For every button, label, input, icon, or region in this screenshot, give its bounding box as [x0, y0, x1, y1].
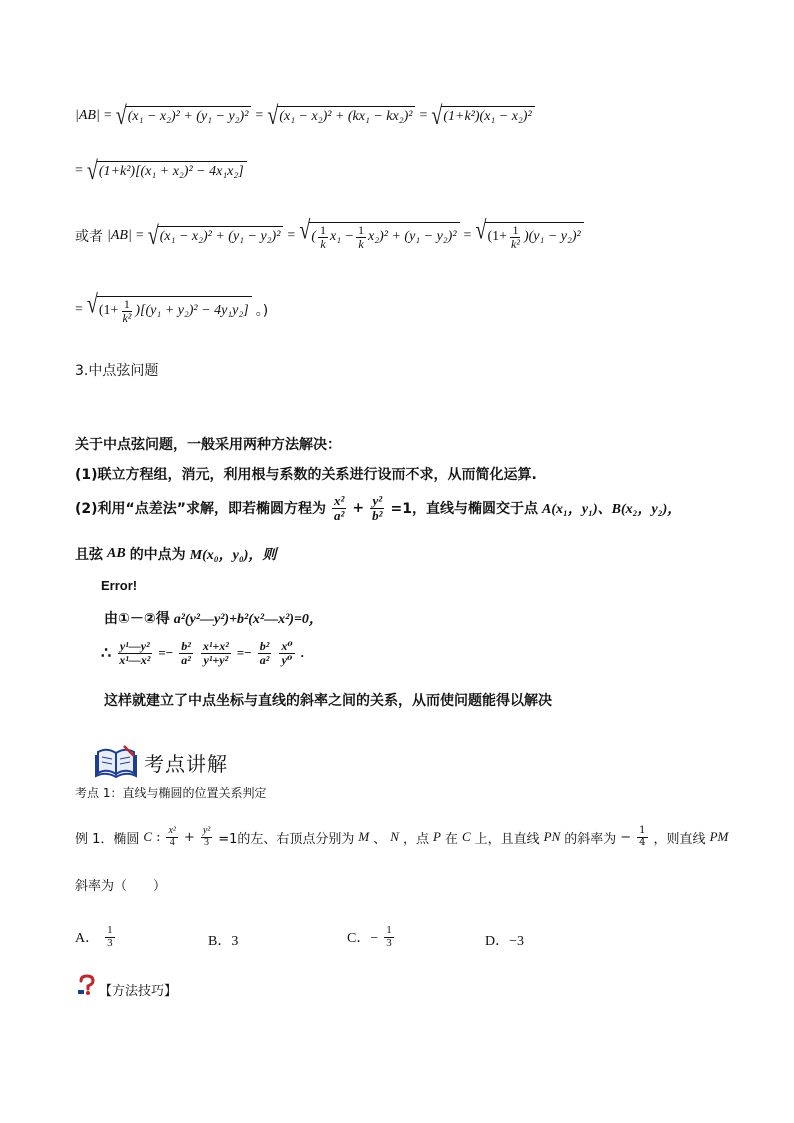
- equation-ab-length-x: [75, 101, 535, 131]
- frac-den: 3: [107, 936, 113, 949]
- prefix-or: 或者: [75, 229, 103, 246]
- frac-1-4: [637, 826, 647, 848]
- term: (1+: [487, 229, 507, 245]
- frac-y2-b2: [370, 494, 384, 522]
- frac-num: x¹+x²: [202, 639, 229, 653]
- subtract-step: [104, 608, 323, 628]
- midpoint-intro: 关于中点弦问题，一般采用两种方法解决：: [75, 437, 341, 453]
- section-3-title: 3.中点弦问题: [75, 363, 159, 379]
- text: ，则直线: [653, 831, 706, 847]
- frac-den: k²: [122, 310, 132, 325]
- frac: [279, 640, 294, 666]
- frac-den: a²: [333, 507, 345, 523]
- method-2-cont: [75, 544, 276, 564]
- frac-num: 1: [319, 223, 326, 237]
- term: )[(y₁ + y₂)² − 4y₁y₂]: [135, 303, 249, 319]
- frac-x2-4: [166, 826, 177, 848]
- text: 例 1．椭圆: [75, 831, 140, 847]
- text: 的中点为: [129, 547, 186, 563]
- conclusion: 这样就建立了中点坐标与直线的斜率之间的关系，从而使问题能得以解决: [104, 693, 552, 709]
- frac: [105, 925, 115, 949]
- midpoint-m: M(x₀，y₀)，则: [189, 548, 277, 563]
- frac-den: k: [358, 236, 364, 251]
- equation-ab-length-y: [75, 216, 584, 251]
- abs-ab: |AB|: [75, 108, 100, 123]
- frac-den: y¹+y²: [203, 652, 229, 667]
- colon: :: [156, 829, 161, 845]
- option-label: A．: [75, 931, 100, 947]
- frac-den: k²: [511, 236, 520, 251]
- frac-den: 4: [639, 836, 646, 848]
- sqrt-body: (1+k²)[(x₁ + x₂)² − 4x₁x₂]: [97, 161, 247, 181]
- frac-num: y²: [372, 493, 383, 508]
- option-d[interactable]: D．−3: [485, 934, 525, 949]
- sqrt-term: √ (1+k²)(x₁ − x₂)²: [431, 106, 534, 126]
- plus: +: [352, 500, 365, 517]
- book-icon: [94, 742, 140, 778]
- section-heading: 考点讲解: [144, 752, 228, 776]
- frac: [201, 640, 231, 666]
- frac-num: x⁰: [281, 639, 293, 653]
- frac-den: 3: [386, 936, 392, 949]
- frac-x2-a2: [332, 494, 346, 522]
- frac-num: y¹—y²: [119, 639, 150, 653]
- frac: [117, 640, 152, 666]
- term: x₂)² + (y₁ − y₂)²: [368, 229, 457, 245]
- text: 上，且直线: [474, 831, 540, 847]
- expression: a²(y²—y²)+b²(x²—x²)=0，: [173, 612, 323, 627]
- minus: −: [620, 829, 632, 845]
- term: )(y₁ − y₂)²: [523, 229, 581, 245]
- example-1-line2: 斜率为（ ）: [75, 879, 167, 894]
- frac-num: 1: [123, 297, 130, 311]
- equals: =: [255, 108, 264, 123]
- sqrt-body: (x₁ − x₂)² + (y₁ − y₂)²: [126, 106, 252, 126]
- frac-num: x²: [333, 493, 345, 508]
- equals: =: [419, 108, 428, 123]
- frac: [179, 640, 193, 666]
- equals: =: [287, 228, 296, 244]
- var: C: [461, 829, 471, 844]
- text: 由①－②得: [104, 611, 170, 627]
- equals: =: [103, 108, 112, 123]
- sqrt-term: √ (1+k²)[(x₁ + x₂)² − 4x₁x₂]: [87, 161, 247, 181]
- var: PN: [543, 829, 561, 844]
- method-tips: 【方法技巧】: [99, 984, 178, 999]
- frac-num: 1: [107, 924, 113, 936]
- example-1: [75, 826, 728, 848]
- frac-den: a²: [181, 652, 191, 667]
- text: =1，直线与椭圆交于点: [390, 501, 538, 518]
- frac-den: 4: [169, 836, 175, 848]
- term: x₁ −: [329, 229, 355, 245]
- frac-den: b²: [372, 507, 383, 523]
- option-label: C．−: [347, 931, 379, 947]
- text: 在: [444, 831, 458, 847]
- frac-den: a²: [259, 652, 270, 667]
- equals-minus: =−: [158, 645, 174, 661]
- sqrt-term: √ (1+ $\frac{1}{\text{k²}}$ )[(y₁ + y₂)² − 4y₁y₂]: [87, 296, 252, 324]
- text: 的斜率为: [564, 831, 617, 847]
- text: 且弦: [75, 547, 103, 563]
- var: PM: [709, 829, 729, 844]
- sqrt-body: ( $\frac{1}{k}$ x₁ − $\frac{1}{k}$ x₂)² + (y₁ − y₂)²: [309, 222, 459, 250]
- frac-num: 1: [639, 825, 646, 836]
- frac: [384, 925, 394, 949]
- plus: +: [183, 829, 195, 845]
- therefore-symbol: ∴: [101, 645, 112, 663]
- sqrt-body: (1+k²)(x₁ − x₂)²: [441, 106, 534, 126]
- frac-den: k: [320, 236, 326, 251]
- equals: =: [75, 302, 83, 318]
- period: .: [300, 645, 304, 661]
- frac-den: x¹—x²: [119, 652, 151, 667]
- equals-minus: =−: [236, 645, 252, 661]
- frac-num: y²: [202, 825, 211, 836]
- sqrt-term: √ (x₁ − x₂)² + (y₁ − y₂)²: [116, 106, 252, 126]
- points-ab: A(x₁，y₁)、B(x₂，y₂)，: [541, 502, 682, 518]
- frac-num: 1: [358, 223, 365, 237]
- frac-num: 1: [512, 223, 519, 237]
- frac-den: 3: [204, 836, 210, 848]
- end-mark: 。): [255, 303, 269, 320]
- equation-ab-length-x-2: [75, 156, 247, 186]
- text: =1的左、右顶点分别为: [218, 831, 355, 847]
- var: M: [358, 829, 370, 844]
- error-text: Error!: [101, 578, 138, 593]
- option-a[interactable]: [75, 925, 117, 949]
- text: 、: [373, 831, 387, 847]
- slope-relation: [101, 640, 304, 666]
- frac-num: b²: [181, 639, 191, 653]
- abs-ab: |AB|: [107, 228, 132, 244]
- kp1-title: 考点 1：直线与椭圆的位置关系判定: [75, 786, 267, 800]
- sqrt-body: (x₁ − x₂)² + (y₁ − y₂)²: [158, 226, 284, 246]
- sqrt-body: (x₁ − x₂)² + (kx₁ − kx₂)²: [277, 106, 415, 126]
- frac-y2-3: [201, 826, 212, 848]
- frac-num: 1: [386, 924, 392, 936]
- var: C: [143, 829, 153, 844]
- frac-num: x²: [168, 825, 176, 836]
- sqrt-term: √ (x₁ − x₂)² + (y₁ − y₂)²: [148, 226, 284, 246]
- option-c[interactable]: [347, 925, 396, 949]
- method-1: (1)联立方程组，消元，利用根与系数的关系进行设而不求，从而简化运算.: [75, 467, 537, 483]
- equals: =: [75, 163, 83, 178]
- sqrt-body: [97, 296, 252, 324]
- question-mark-icon: [76, 974, 98, 996]
- term: (1+: [98, 303, 119, 319]
- var: P: [432, 829, 441, 844]
- equation-ab-length-y-2: [75, 290, 269, 325]
- sqrt-term: √ ( $\frac{1}{k}$ x₁ − $\frac{1}{k}$ x₂)² + (y₁ − y₂)²: [299, 222, 459, 250]
- var: N: [390, 829, 399, 844]
- sqrt-body: [485, 222, 583, 250]
- frac-den: y⁰: [281, 652, 293, 667]
- sqrt-term: √ (x₁ − x₂)² + (kx₁ − kx₂)²: [267, 106, 415, 126]
- method-2: [75, 494, 681, 522]
- frac: [258, 640, 272, 666]
- frac-num: b²: [259, 639, 270, 653]
- text: ，点: [402, 831, 429, 847]
- equals: =: [135, 228, 144, 244]
- chord-ab: AB: [107, 546, 126, 561]
- sqrt-term: √ (1+ $\frac{1}{\text{k²}}$ )(y₁ − y₂)²: [475, 222, 583, 250]
- option-b[interactable]: B．3: [208, 934, 239, 949]
- equals: =: [463, 228, 472, 244]
- text: (2)利用“点差法”求解，即若椭圆方程为: [75, 501, 326, 518]
